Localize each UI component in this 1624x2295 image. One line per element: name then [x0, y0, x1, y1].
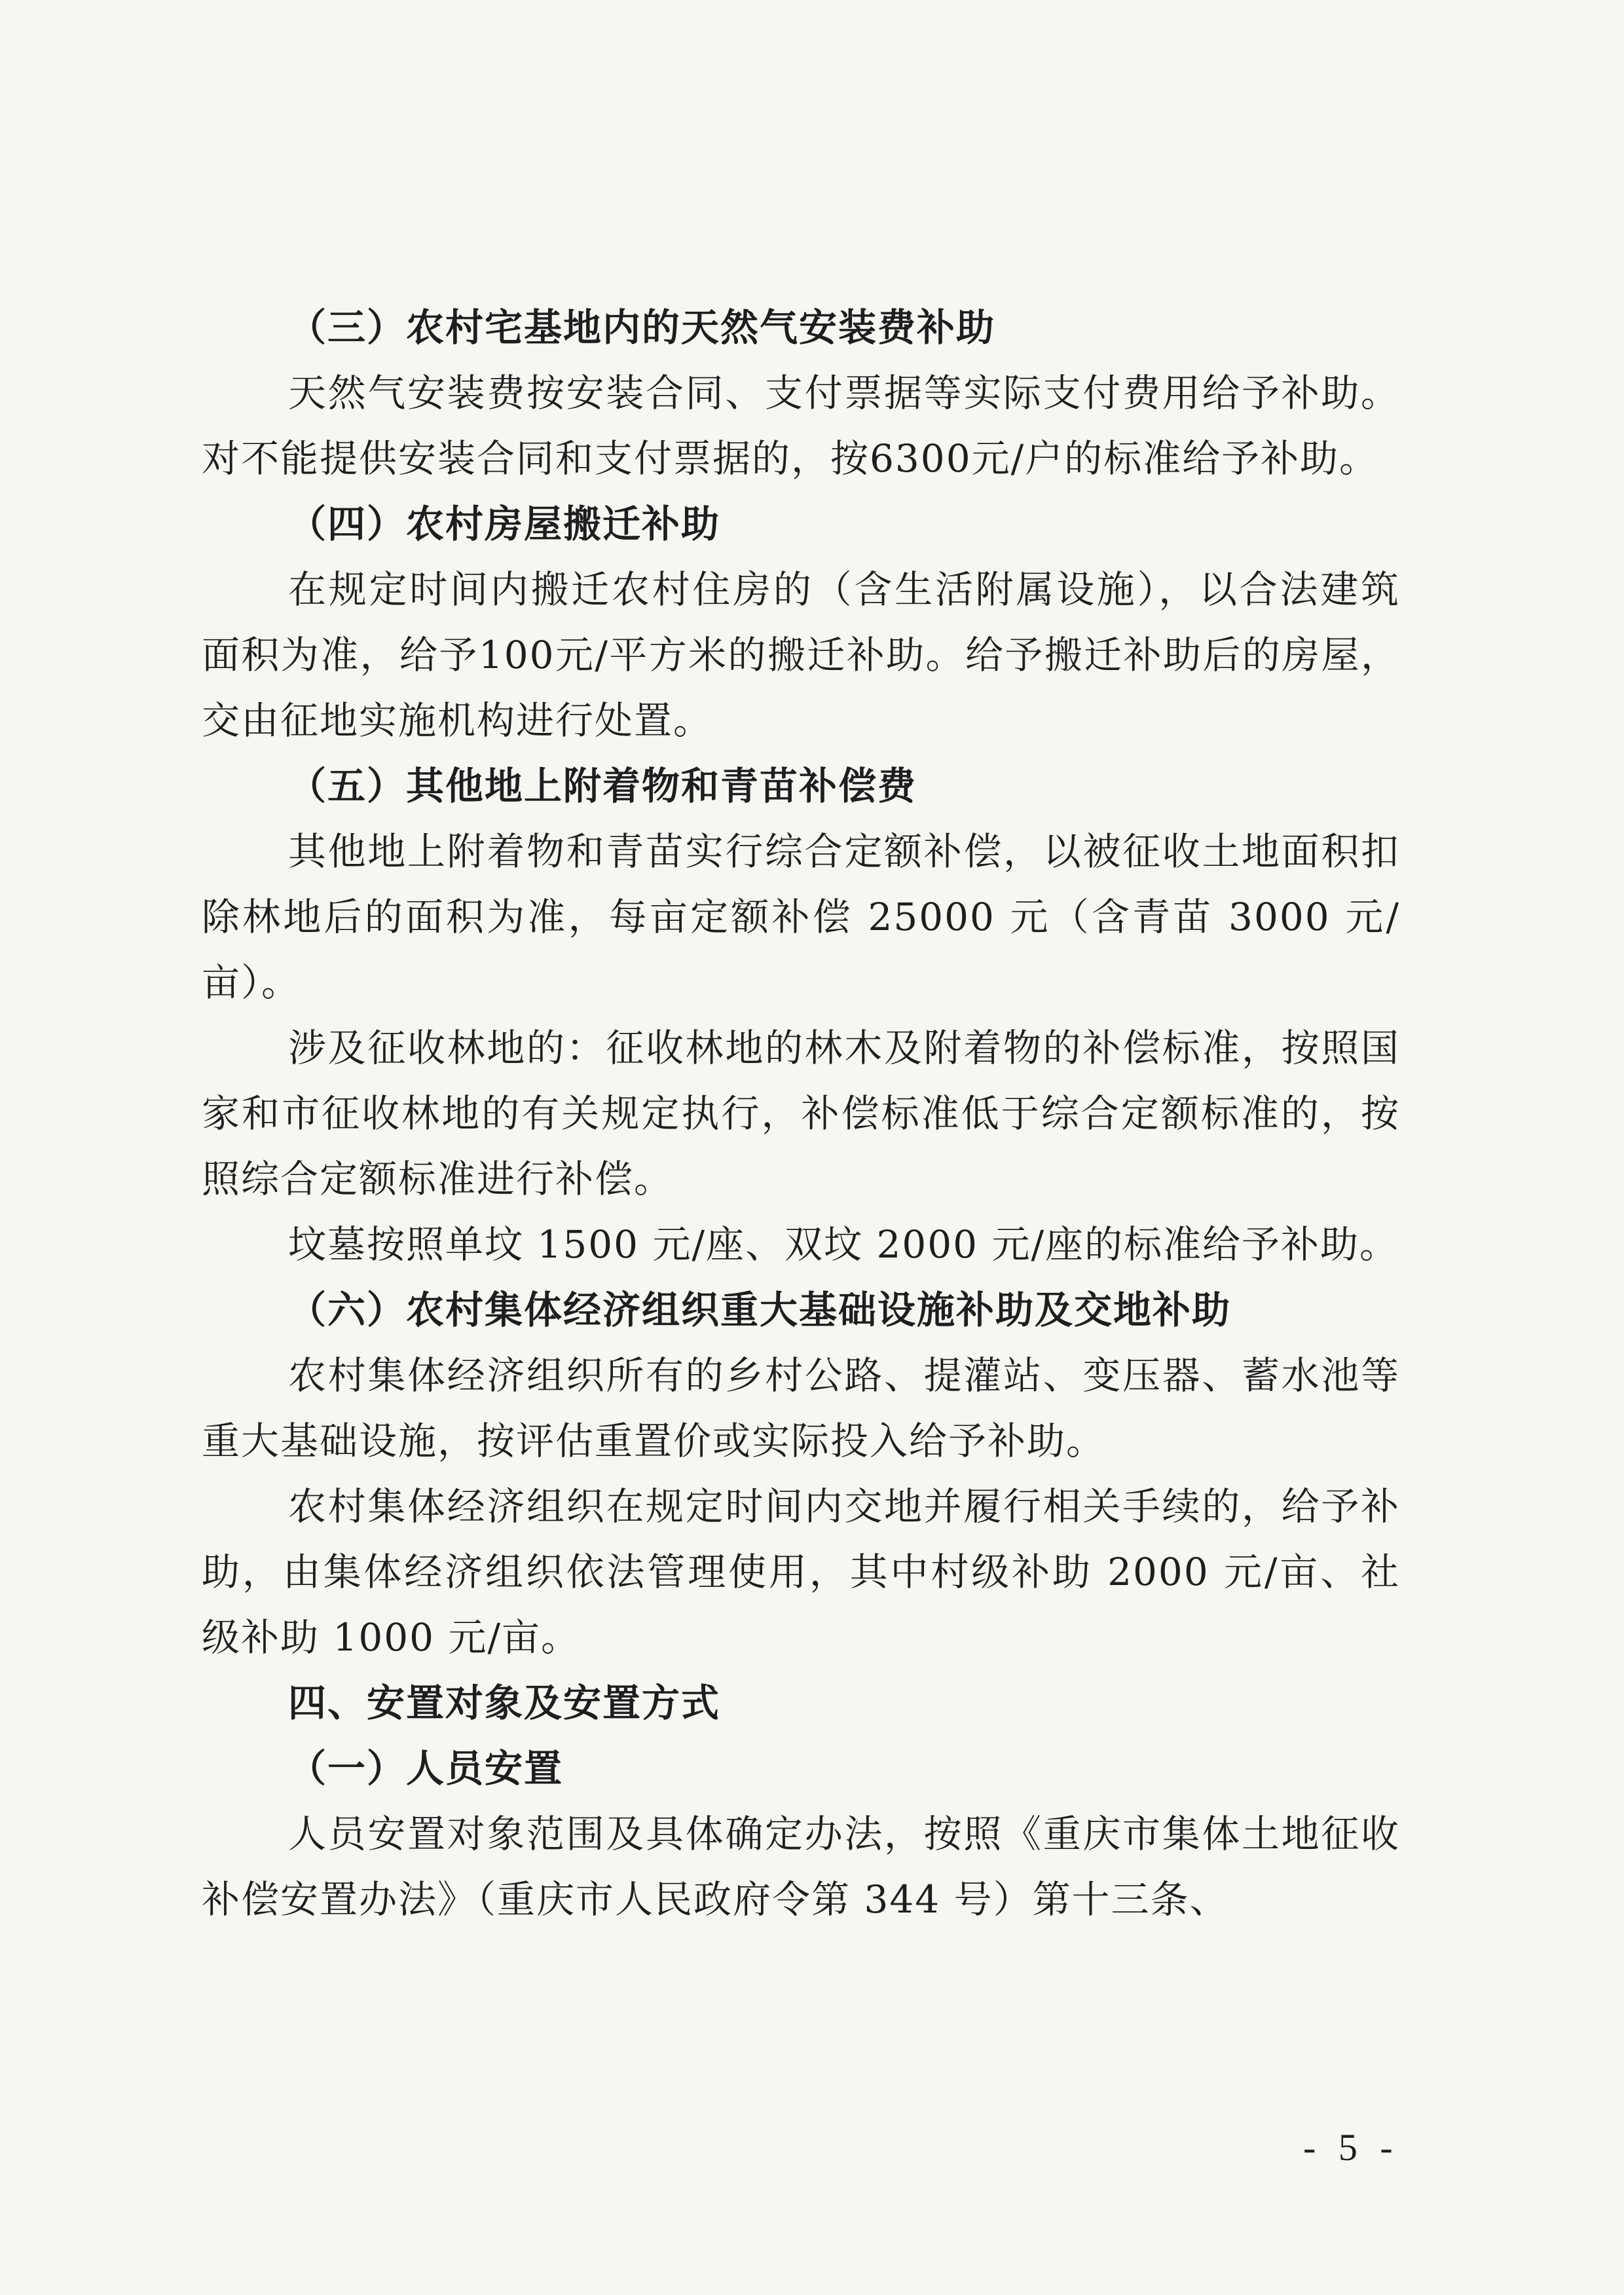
- section-heading: （三）农村宅基地内的天然气安装费补助: [288, 305, 996, 350]
- page-number: - 5 -: [1303, 2126, 1399, 2169]
- body-paragraph: 在规定时间内搬迁农村住房的（含生活附属设施），以合法建筑面积为准，给予100元/平方米的搬迁补助。给予搬迁补助后的房屋，交由征地实施机构进行处置。: [202, 567, 1400, 743]
- body-paragraph: 人员安置对象范围及具体确定办法，按照《重庆市集体土地征收补偿安置办法》（重庆市人民政府令第 344 号）第十三条、: [202, 1812, 1400, 1922]
- chapter-heading: 四、安置对象及安置方式: [288, 1681, 721, 1725]
- section-heading: （五）其他地上附着物和青苗补偿费: [288, 764, 917, 808]
- section-heading: （一）人员安置: [288, 1746, 564, 1791]
- section-heading: （六）农村集体经济组织重大基础设施补助及交地补助: [288, 1288, 1232, 1332]
- section-heading: （四）农村房屋搬迁补助: [288, 502, 721, 546]
- body-paragraph: 农村集体经济组织所有的乡村公路、提灌站、变压器、蓄水池等重大基础设施，按评估重置价或实际投入给予补助。: [202, 1353, 1400, 1463]
- body-paragraph: 天然气安装费按安装合同、支付票据等实际支付费用给予补助。对不能提供安装合同和支付票据的，按6300元/户的标准给予补助。: [202, 371, 1400, 481]
- body-paragraph: 其他地上附着物和青苗实行综合定额补偿，以被征收土地面积扣除林地后的面积为准，每亩定额补偿 25000 元（含青苗 3000 元/亩）。: [202, 829, 1400, 1005]
- document-body: [202, 295, 1400, 1932]
- body-paragraph: 农村集体经济组织在规定时间内交地并履行相关手续的，给予补助，由集体经济组织依法管理使用，其中村级补助 2000 元/亩、社级补助 1000 元/亩。: [202, 1484, 1400, 1660]
- body-paragraph: 涉及征收林地的：征收林地的林木及附着物的补偿标准，按照国家和市征收林地的有关规定执行，补偿标准低于综合定额标准的，按照综合定额标准进行补偿。: [202, 1026, 1400, 1201]
- body-paragraph: 坟墓按照单坟 1500 元/座、双坟 2000 元/座的标准给予补助。: [288, 1222, 1399, 1267]
